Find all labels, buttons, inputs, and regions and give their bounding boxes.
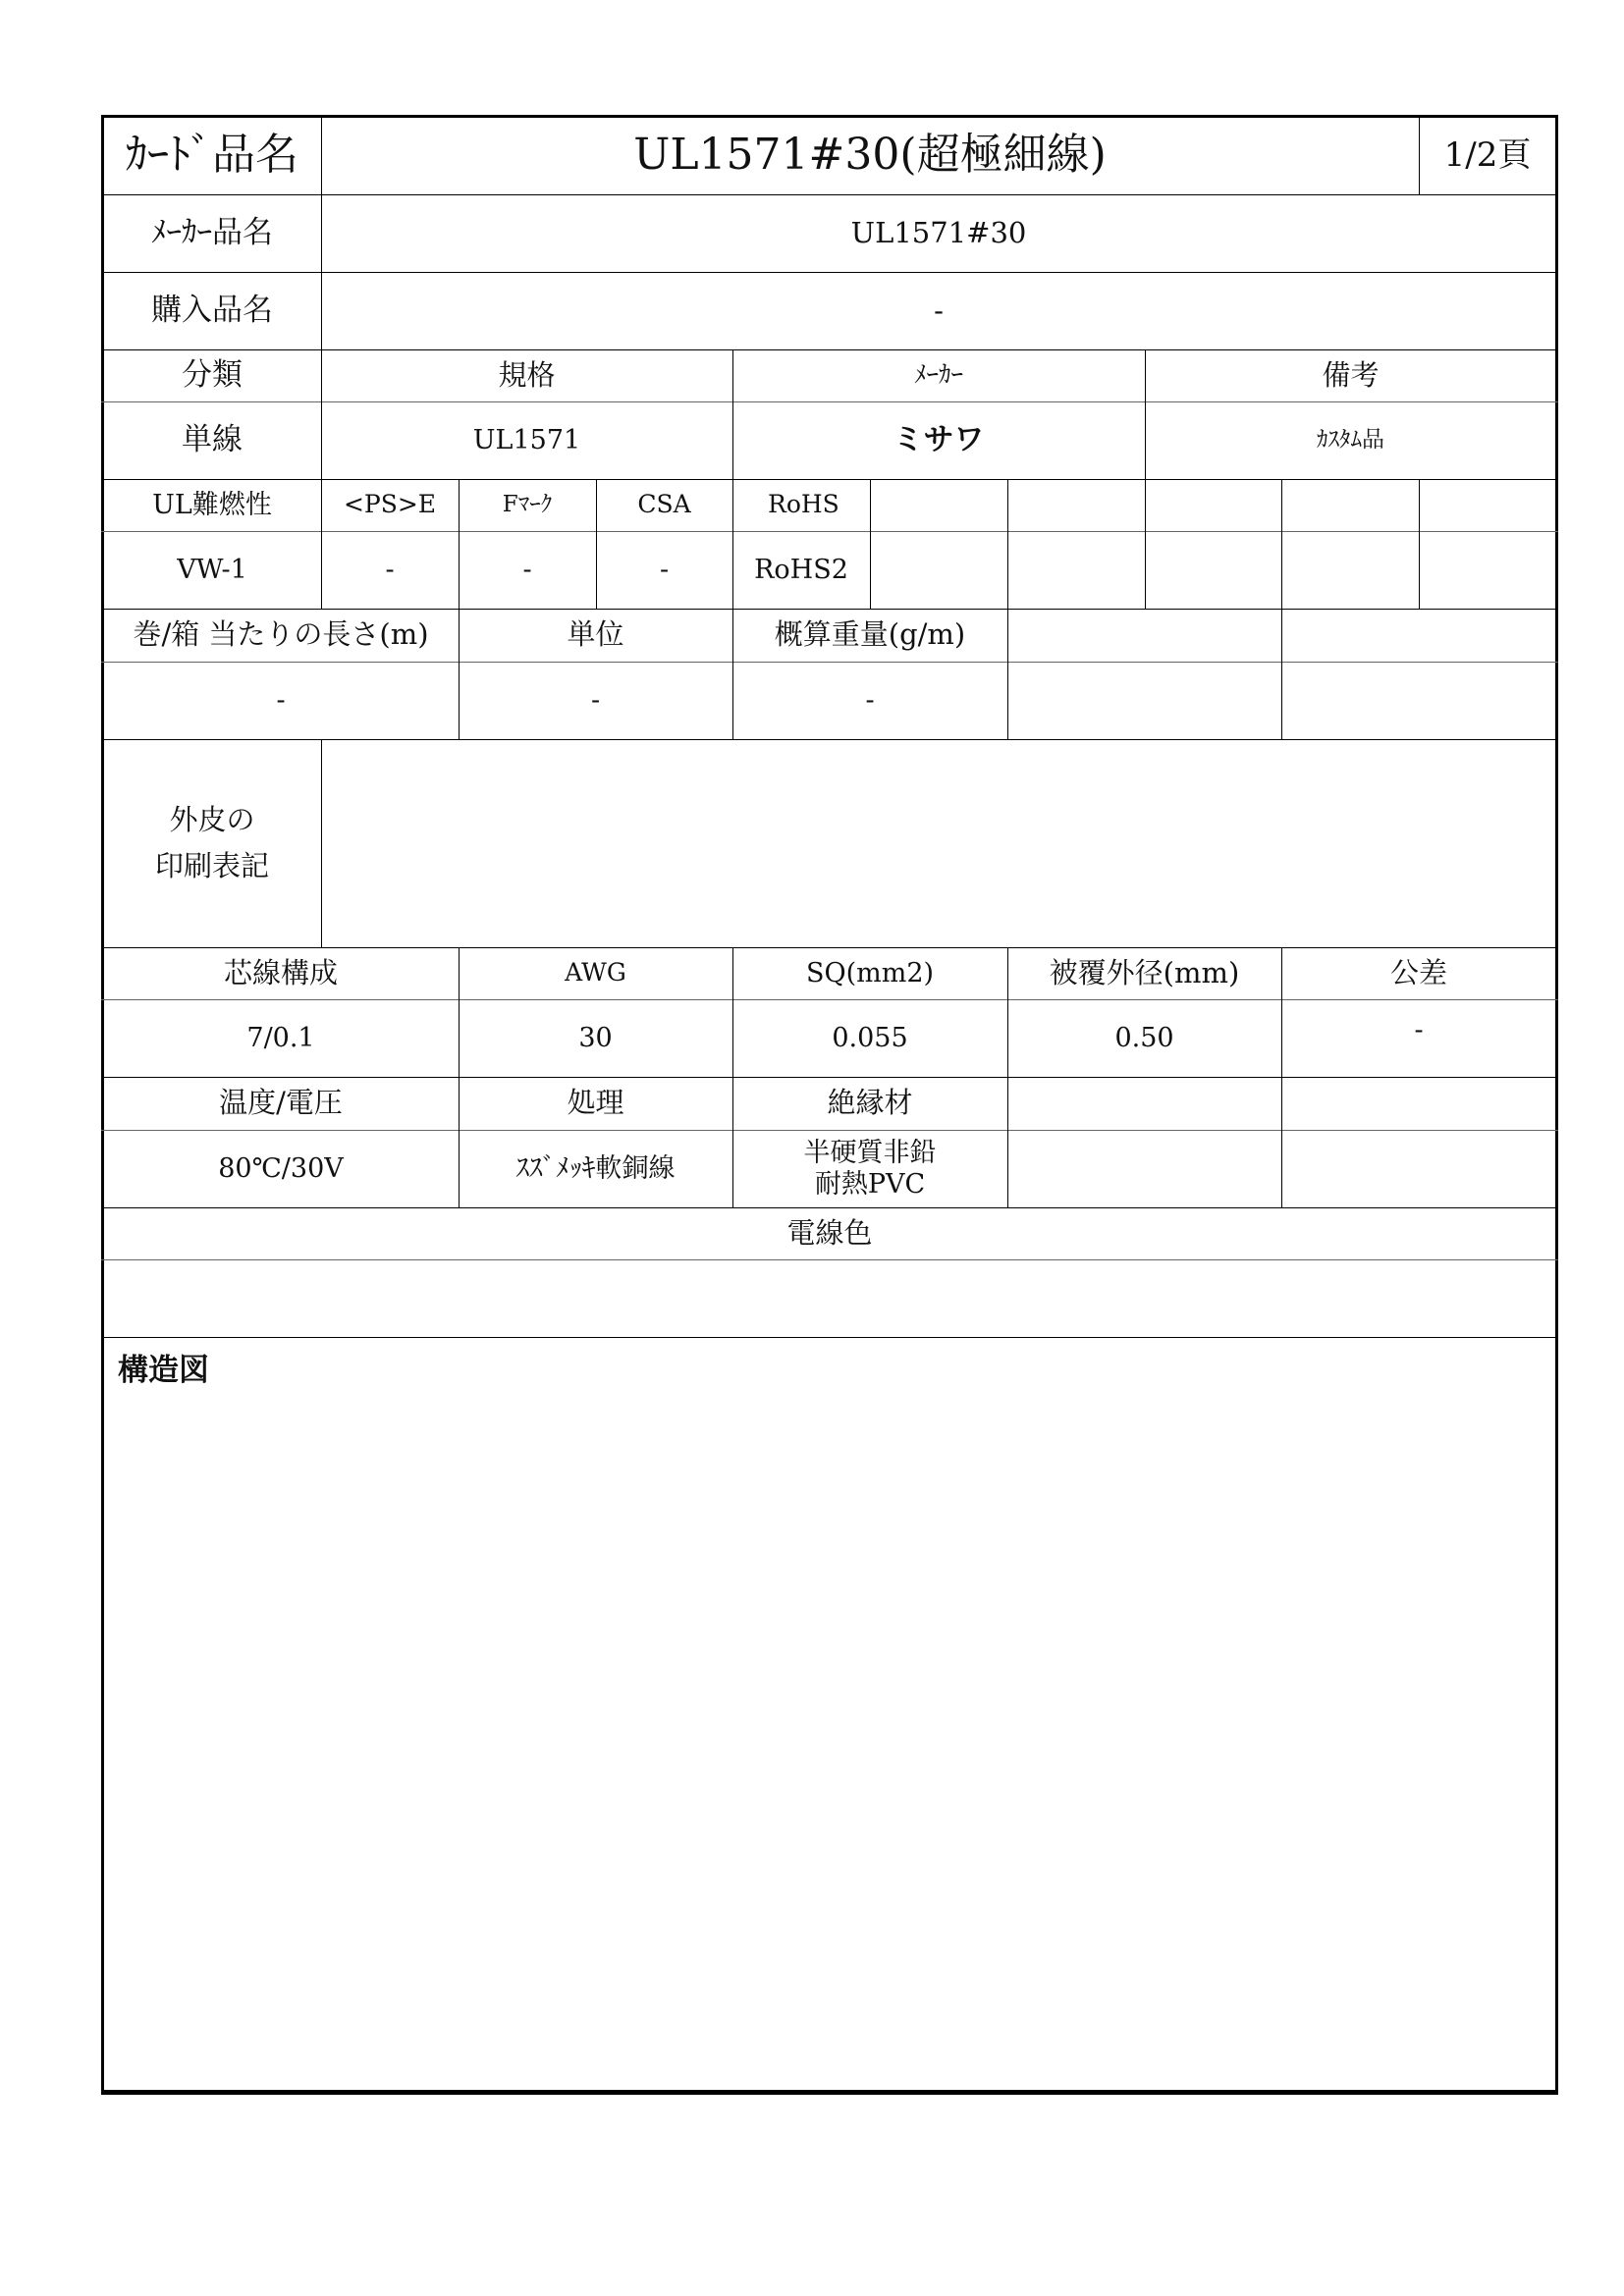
rohs-header: RoHS bbox=[768, 490, 839, 519]
pse-value: - bbox=[385, 554, 395, 585]
insulation-header: 絶縁材 bbox=[827, 1086, 913, 1120]
maker-header: ﾒｰｶｰ bbox=[913, 360, 963, 390]
flame-rating-value: VW-1 bbox=[177, 554, 247, 585]
weight-header: 概算重量(g/m) bbox=[774, 617, 966, 652]
awg-header: AWG bbox=[565, 958, 626, 988]
maker-name-label: ﾒｰｶｰ品名 bbox=[151, 214, 273, 250]
remarks-value: ｶｽﾀﾑ品 bbox=[1317, 427, 1384, 454]
standard-header: 規格 bbox=[498, 357, 556, 392]
insulation-value-line1: 半硬質非鉛 bbox=[803, 1138, 937, 1169]
print-marking-label-line1: 外皮の bbox=[169, 802, 255, 836]
structure-diagram-label: 構造図 bbox=[118, 1353, 209, 1389]
rule bbox=[101, 1337, 1558, 1338]
rule bbox=[1281, 479, 1282, 609]
weight-value: - bbox=[865, 684, 875, 716]
sheet-bottom-rule bbox=[101, 2093, 1558, 2095]
maker-name-value: UL1571#30 bbox=[850, 215, 1027, 249]
print-marking-label-line2: 印刷表記 bbox=[154, 849, 269, 882]
rule bbox=[1007, 609, 1008, 739]
purchase-name-label: 購入品名 bbox=[151, 292, 273, 328]
standard-value: UL1571 bbox=[472, 424, 581, 455]
print-marking-value bbox=[321, 739, 1556, 947]
classification-header: 分類 bbox=[182, 356, 243, 393]
card-name-value: UL1571#30(超極細線) bbox=[633, 130, 1107, 181]
page-number: 1/2頁 bbox=[1443, 134, 1532, 175]
rule bbox=[1007, 479, 1008, 609]
unit-header: 単位 bbox=[567, 617, 624, 652]
maker-value: ミサワ bbox=[893, 421, 985, 457]
strand-value: 7/0.1 bbox=[246, 1022, 315, 1053]
awg-value: 30 bbox=[578, 1022, 613, 1053]
treatment-header: 処理 bbox=[567, 1086, 624, 1120]
f-mark-header: Fﾏｰｸ bbox=[502, 492, 553, 518]
rule bbox=[1145, 479, 1146, 609]
classification-value: 単線 bbox=[182, 421, 243, 457]
remarks-header: 備考 bbox=[1322, 357, 1380, 392]
csa-header: CSA bbox=[637, 490, 691, 519]
temp-voltage-header: 温度/電圧 bbox=[219, 1086, 343, 1120]
treatment-value: ｽｽﾞﾒｯｷ軟銅線 bbox=[515, 1152, 676, 1184]
card-name-label: ｶｰﾄﾞ品名 bbox=[126, 130, 298, 181]
rule bbox=[870, 479, 871, 609]
rule bbox=[1419, 479, 1420, 609]
flame-rating-header: UL難燃性 bbox=[152, 489, 272, 520]
structure-diagram-area bbox=[104, 1404, 1555, 2089]
insulation-value-line2: 耐熱PVC bbox=[814, 1168, 926, 1200]
rohs-value: RoHS2 bbox=[754, 554, 848, 585]
length-per-reel-value: - bbox=[276, 684, 286, 716]
pse-header: <PS>E bbox=[343, 490, 437, 519]
purchase-name-value: - bbox=[934, 293, 944, 327]
f-mark-value: - bbox=[522, 554, 532, 585]
strand-header: 芯線構成 bbox=[223, 955, 338, 989]
unit-value: - bbox=[590, 684, 601, 716]
tolerance-value: - bbox=[1414, 1015, 1424, 1045]
sq-header: SQ(mm2) bbox=[805, 957, 935, 988]
length-per-reel-header: 巻/箱 当たりの長さ(m) bbox=[133, 617, 429, 652]
csa-value: - bbox=[659, 554, 670, 585]
insulation-value bbox=[732, 1130, 1007, 1207]
tolerance-header: 公差 bbox=[1389, 955, 1447, 989]
outer-diameter-header: 被覆外径(mm) bbox=[1049, 955, 1240, 989]
sq-value: 0.055 bbox=[832, 1022, 908, 1053]
rule bbox=[1281, 609, 1282, 739]
wire-color-label: 電線色 bbox=[786, 1215, 873, 1250]
outer-diameter-value: 0.50 bbox=[1114, 1022, 1174, 1053]
wire-color-value bbox=[103, 1259, 1556, 1337]
temp-voltage-value: 80℃/30V bbox=[218, 1152, 344, 1184]
print-marking-label bbox=[103, 739, 321, 947]
